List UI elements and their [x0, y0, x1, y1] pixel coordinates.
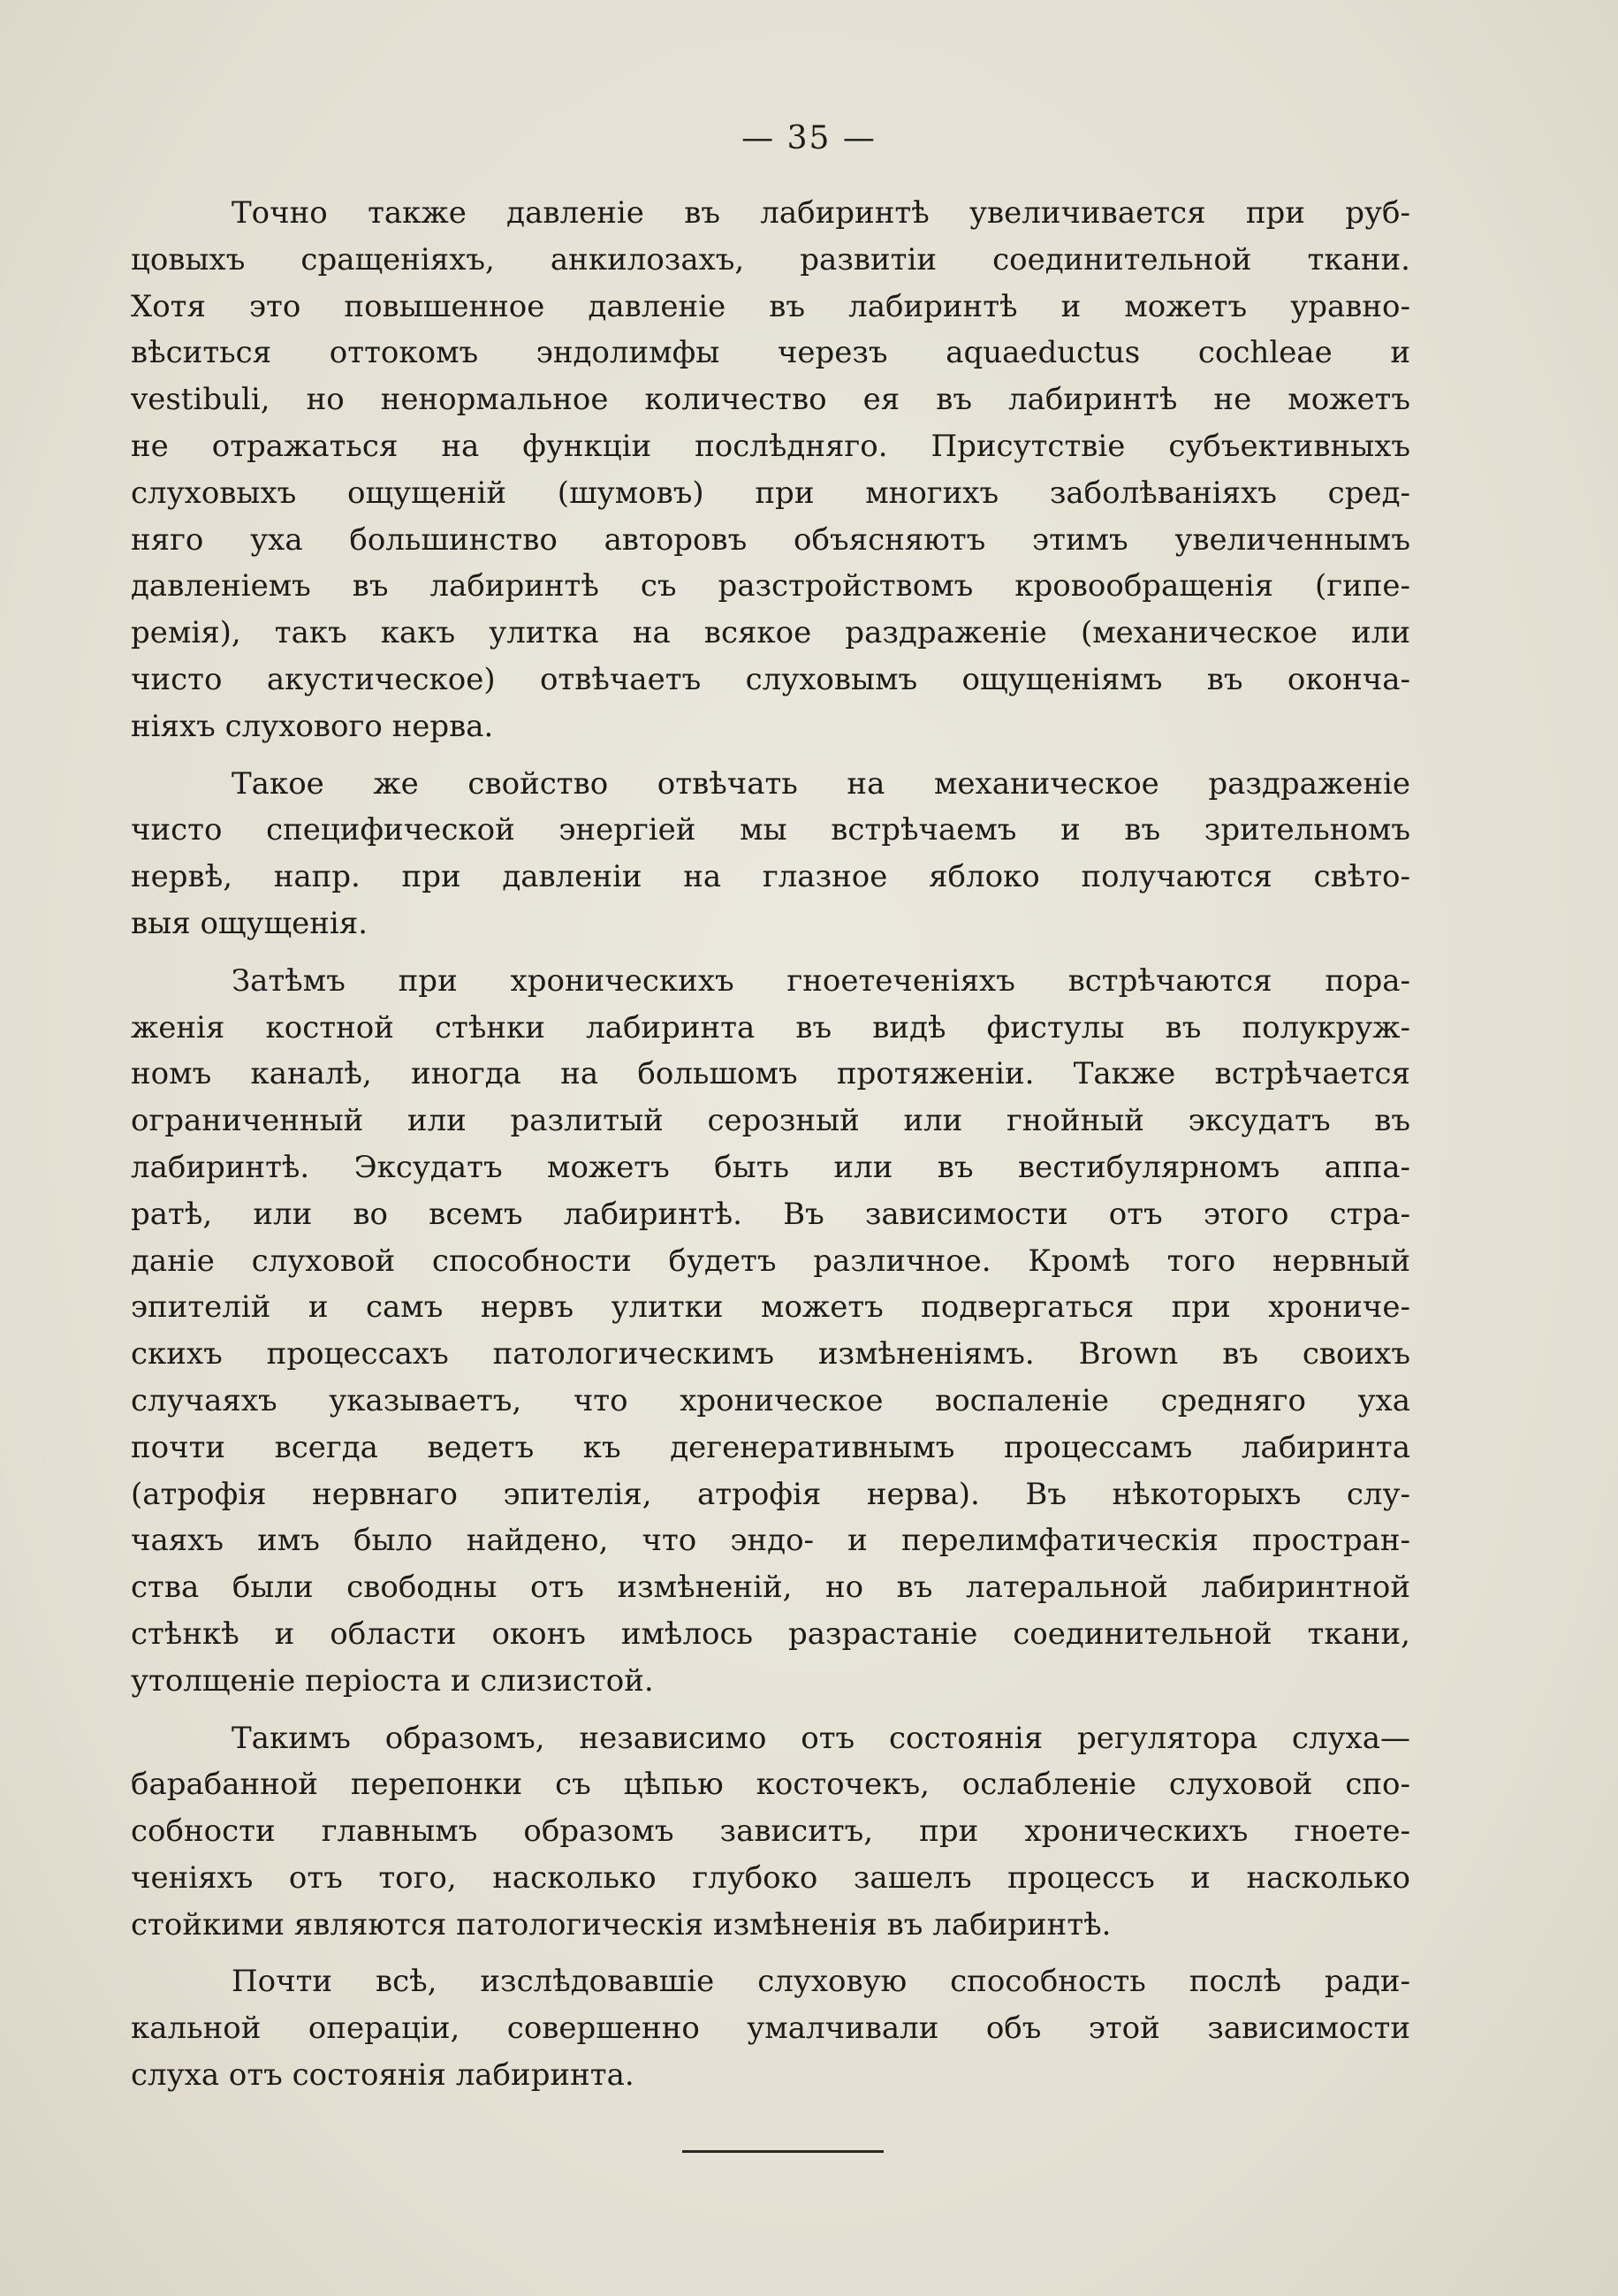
text-line: ремія), такъ какъ улитка на всякое раздраженіе (механическое или	[131, 615, 1410, 651]
text-line: случаяхъ указываетъ, что хроническое воспаленіе средняго уха	[131, 1382, 1410, 1418]
text-line: Такимъ образомъ, независимо отъ состоянія регулятора слуха—	[232, 1720, 1410, 1756]
text-line: выя ощущенія.	[131, 905, 368, 941]
text-line: слуховыхъ ощущеній (шумовъ) при многихъ заболѣваніяхъ сред-	[131, 475, 1410, 511]
paragraph	[131, 761, 1410, 947]
text-line: ченіяхъ отъ того, насколько глубоко зашелъ процессъ и насколько	[131, 1859, 1410, 1896]
text-line: Хотя это повышенное давленіе въ лабиринтѣ и можетъ уравно-	[131, 288, 1410, 324]
text-line: не отражаться на функціи послѣдняго. Присутствіе субъективныхъ	[131, 428, 1410, 464]
text-line: собности главнымъ образомъ зависитъ, при хроническихъ гноете-	[131, 1813, 1410, 1850]
text-line: кальной операціи, совершенно умалчивали объ этой зависимости	[131, 2011, 1410, 2047]
text-line: лабиринтѣ. Эксудатъ можетъ быть или въ вестибулярномъ аппа-	[131, 1149, 1410, 1185]
text-line: чисто специфической энергіей мы встрѣчаемъ и въ зрительномъ	[131, 812, 1410, 848]
paragraph	[131, 958, 1410, 1705]
text-line: цовыхъ сращеніяхъ, анкилозахъ, развитіи соединительной ткани.	[131, 241, 1410, 277]
text-line: няго уха большинство авторовъ объясняютъ этимъ увеличеннымъ	[131, 521, 1410, 558]
text-line: Точно также давленіе въ лабиринтѣ увеличивается при руб-	[232, 195, 1410, 231]
page-number: — 35 —	[741, 120, 877, 156]
text-line: скихъ процессахъ патологическимъ измѣненіямъ. Brown въ своихъ	[131, 1336, 1410, 1372]
text-line: стѣнкѣ и области оконъ имѣлось разрастаніе соединительной ткани,	[131, 1616, 1410, 1652]
text-line: слуха отъ состоянія лабиринта.	[131, 2057, 634, 2094]
end-rule	[682, 2150, 884, 2153]
paragraph-gap	[131, 1948, 1410, 1958]
text-line: барабанной перепонки съ цѣпью косточекъ, ослабленіе слуховой спо-	[131, 1767, 1410, 1803]
text-line: Затѣмъ при хроническихъ гноетеченіяхъ встрѣчаются пора-	[232, 962, 1410, 999]
text-line: ніяхъ слухового нерва.	[131, 708, 494, 744]
text-line: ограниченный или разлитый серозный или гнойный эксудатъ въ	[131, 1103, 1410, 1139]
text-line: давленіемъ въ лабиринтѣ съ разстройствомъ кровообращенія (гипе-	[131, 568, 1410, 604]
text-line: даніе слуховой способности будетъ различное. Кромѣ того нервный	[131, 1243, 1410, 1279]
text-line: чисто акустическое) отвѣчаетъ слуховымъ ощущеніямъ въ оконча-	[131, 661, 1410, 697]
text-line: номъ каналѣ, иногда на большомъ протяженіи. Также встрѣчается	[131, 1056, 1410, 1092]
paragraph-gap	[131, 750, 1410, 761]
text-line: чаяхъ имъ было найдено, что эндо- и перелимфатическія простран-	[131, 1523, 1410, 1559]
paragraph-gap	[131, 947, 1410, 958]
text-line: ратѣ, или во всемъ лабиринтѣ. Въ зависимости отъ этого стра-	[131, 1196, 1410, 1232]
paragraph-gap	[131, 1705, 1410, 1715]
text-line: (атрофія нервнаго эпителія, атрофія нерва). Въ нѣкоторыхъ слу-	[131, 1476, 1410, 1512]
text-line: нервѣ, напр. при давленіи на глазное яблоко получаются свѣто-	[131, 859, 1410, 895]
paragraph	[131, 1958, 1410, 2098]
text-line: Почти всѣ, изслѣдовавшіе слуховую способность послѣ ради-	[232, 1964, 1410, 2000]
text-line: vestibuli, но ненормальное количество ея въ лабиринтѣ не можетъ	[131, 382, 1410, 418]
text-line: вѣситься оттокомъ эндолимфы черезъ aquaeductus cochleae и	[131, 335, 1410, 371]
text-line: ства были свободны отъ измѣненій, но въ латеральной лабиринтной	[131, 1570, 1410, 1606]
text-line: женія костной стѣнки лабиринта въ видѣ фистулы въ полукруж-	[131, 1009, 1410, 1045]
text-line: эпителій и самъ нервъ улитки можетъ подвергаться при хрониче-	[131, 1289, 1410, 1326]
paragraph	[131, 1715, 1410, 1949]
text-line: стойкими являются патологическія измѣненія въ лабиринтѣ.	[131, 1906, 1112, 1942]
body-text	[131, 190, 1410, 2099]
text-line: утолщеніе періоста и слизистой.	[131, 1662, 654, 1699]
text-line: Такое же свойство отвѣчать на механическое раздраженіе	[232, 765, 1410, 802]
paragraph	[131, 190, 1410, 750]
text-line: почти всегда ведетъ къ дегенеративнымъ процессамъ лабиринта	[131, 1429, 1410, 1465]
